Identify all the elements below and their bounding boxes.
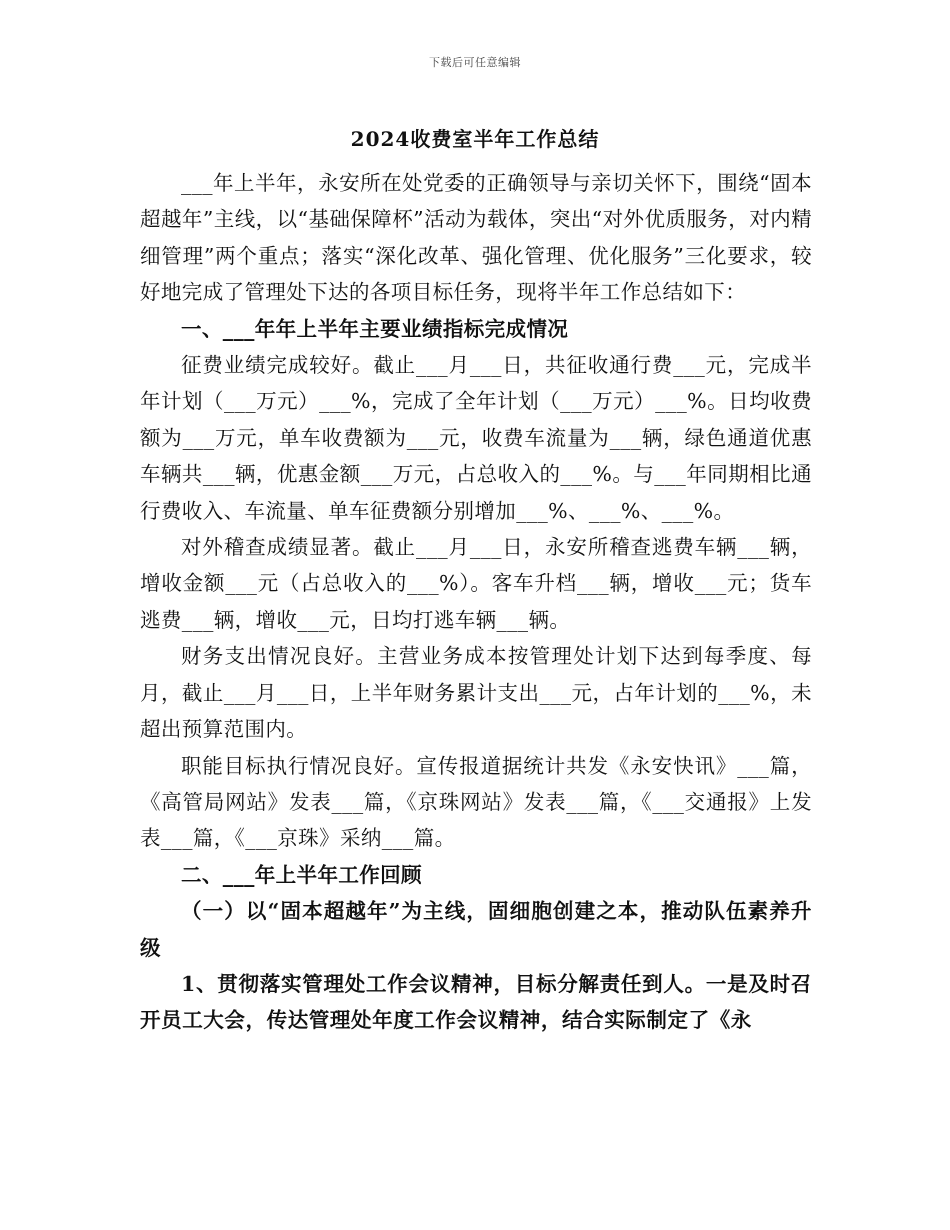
- document-body: [140, 165, 812, 1039]
- section-heading-1: 一、___年年上半年主要业绩指标完成情况: [181, 316, 569, 341]
- document-title: 2024收费室半年工作总结: [350, 127, 600, 151]
- section-heading-2: 二、___年上半年工作回顾: [181, 862, 422, 887]
- paragraph-inspection: 对外稽查成绩显著。截止___月___日，永安所稽查逃费车辆___辆，增收金额___元（占总收入的___%）。客车升档___辆，增收___元；货车逃费___辆，增收___元，日均打逃车辆___辆。: [140, 535, 812, 632]
- paragraph-publicity: 职能目标执行情况良好。宣传报道据统计共发《永安快讯》___篇，《高管局网站》发表___篇，《京珠网站》发表___篇，《___交通报》上发表___篇，《___京珠》采纳___篇。: [140, 753, 812, 851]
- paragraph-meeting: 1、贯彻落实管理处工作会议精神，目标分解责任到人。一是及时召开员工大会，传达管理处年度工作会议精神，结合实际制定了《永: [140, 971, 812, 1033]
- intro-paragraph: ___年上半年，永安所在处党委的正确领导与亲切关怀下，围绕“固本超越年”主线，以“基础保障杯”活动为载体，突出“对外优质服务，对内精细管理”两个重点；落实“深化改革、强化管理、优化服务”三化要求，较好地完成了管理处下达的各项目标任务，现将半年工作总结如下：: [140, 171, 812, 305]
- page-header-note: 下载后可任意编辑: [429, 56, 521, 69]
- paragraph-fee-performance: 征费业绩完成较好。截止___月___日，共征收通行费___元，完成半年计划（___万元）___%，完成了全年计划（___万元）___%。日均收费额为___万元，单车收费额为___元，收费车流量为___辆，绿色通道优惠车辆共___辆，优惠金额___万元，占总收入的___%。与___年同期相比通行费收入、车流量、单车征费额分别增加___%、___%、___%。: [140, 353, 813, 523]
- subsection-heading-1: （一）以“固本超越年”为主线，固细胞创建之本，推动队伍素养升级: [140, 899, 812, 960]
- paragraph-finance: 财务支出情况良好。主营业务成本按管理处计划下达到每季度、每月，截止___月___日，上半年财务累计支出___元，占年计划的___%，未超出预算范围内。: [140, 644, 812, 742]
